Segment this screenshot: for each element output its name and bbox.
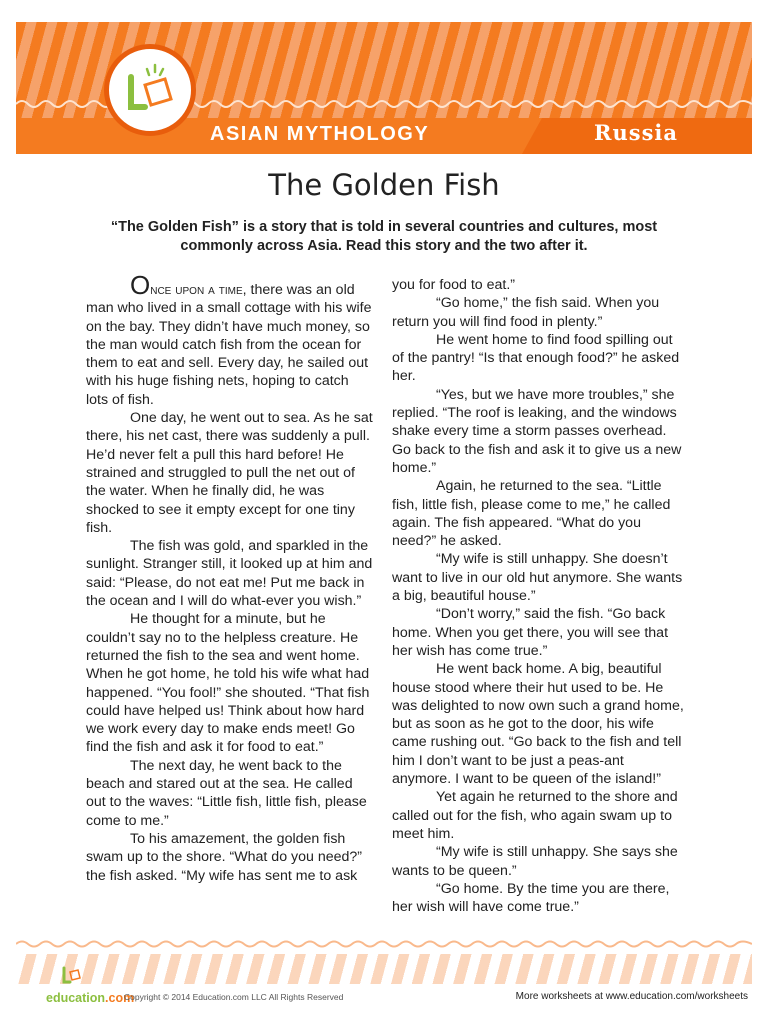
story-paragraph: “Go home. By the time you are there, her wish will have come true.” [392, 880, 670, 916]
brand-suffix: .com [105, 991, 135, 1005]
footer [16, 954, 752, 1010]
story-paragraph: “My wife is still unhappy. She says she wants to be queen.” [392, 844, 678, 879]
story-paragraph: Again, he returned to the sea. “Little fish, little fish, please come to me,” he called again. The fish appeared. “What do you need?” he asked. [392, 478, 671, 550]
page-title: The Golden Fish [268, 168, 500, 202]
story-paragraph: “Go home,” the fish said. When you return you will find food in plenty.” [392, 295, 660, 330]
category-label: ASIAN MYTHOLOGY [210, 123, 430, 145]
story-paragraph: Yet again he returned to the shore and called out for the fish, who again swam up to meet him. [392, 789, 678, 842]
brand-name: education [46, 991, 106, 1005]
story-paragraph: “Don’t worry,” said the fish. “Go back home. When you get there, you will see that her wish has come true.” [392, 606, 669, 659]
story-paragraph [86, 270, 374, 409]
story-paragraph: One day, he went out to sea. As he sat there, his net cast, there was suddenly a pull. He’d never felt a pull this hard before! He strained and struggled to pull the net out of the water. When he finally did, he was shocked to see it empty except for one tiny fish. [86, 410, 373, 536]
opening-smallcaps: nce upon a time [150, 282, 243, 298]
footer-wave [16, 938, 752, 950]
story-paragraph: He thought for a minute, but he couldn’t say no to the helpless creature. He returned the fish to the sea and went home. When he got home, he told his wife what had happened. “You fool!” she shouted. “That fish could have helped us! Think about how hard we work every day to make ends meet! Go find the fish and ask it for food to eat.” [86, 611, 370, 756]
story-paragraph: He went back home. A big, beautiful house stood where their hut used to be. He was delighted to now own such a grand home, but as soon as he got to the door, his wife came rushing out. “Go back to the fish and tell him I don’t want to be just a peas-ant anymore. I want to be queen of the island!” [392, 661, 684, 788]
story-paragraph: “Yes, but we have more troubles,” she replied. “The roof is leaking, and the windows shake every time a storm passes overhead. Go back to the fish and ask it to give us a new home.” [392, 386, 682, 476]
region-label: Russia [594, 120, 678, 145]
drop-cap: O [130, 270, 151, 300]
intro-text: “The Golden Fish” is a story that is told in several countries and cultures, most commonly across Asia. Read this story and the two after it. [110, 219, 658, 254]
paragraph-text: , there was an old man who lived in a small cottage with his wife on the bay. They didn’t have much money, so the man would catch fish from the ocean for them to eat and sell. Every day, he sailed out with his huge fishing nets, hoping to catch lots of fish. [86, 282, 372, 408]
footer-brand[interactable] [46, 991, 134, 1005]
story-paragraph: To his amazement, the golden fish swam up to the shore. “What do you need?” the fish asked. “My wife has sent me to ask [86, 830, 363, 884]
story-column-left [86, 270, 374, 885]
story-column-right [392, 276, 686, 916]
footer-logo-icon [60, 962, 82, 986]
footer-more-link[interactable]: More worksheets at www.education.com/worksheets [515, 991, 748, 1002]
book-logo-icon [109, 49, 191, 131]
story-paragraph: “My wife is still unhappy. She doesn’t want to live in our old hut anymore. She wants a big, beautiful house.” [392, 551, 683, 605]
story-paragraph: He went home to find food spilling out of the pantry! “Is that enough food?” he asked her. [392, 331, 680, 385]
story-paragraph: The next day, he went back to the beach and stared out at the sea. He called out to the waves: “Little fish, little fish, please come to me.” [86, 757, 367, 829]
story-paragraph: The fish was gold, and sparkled in the sunlight. Stranger still, it looked up at him and said: “Please, do not eat me! Put me back in the ocean and I will do what-ever you wish.” [86, 538, 373, 610]
logo-badge [104, 44, 196, 136]
story-paragraph: you for food to eat.” [392, 277, 516, 293]
footer-copyright: Copyright © 2014 Education.com LLC All Rights Reserved [124, 992, 344, 1002]
